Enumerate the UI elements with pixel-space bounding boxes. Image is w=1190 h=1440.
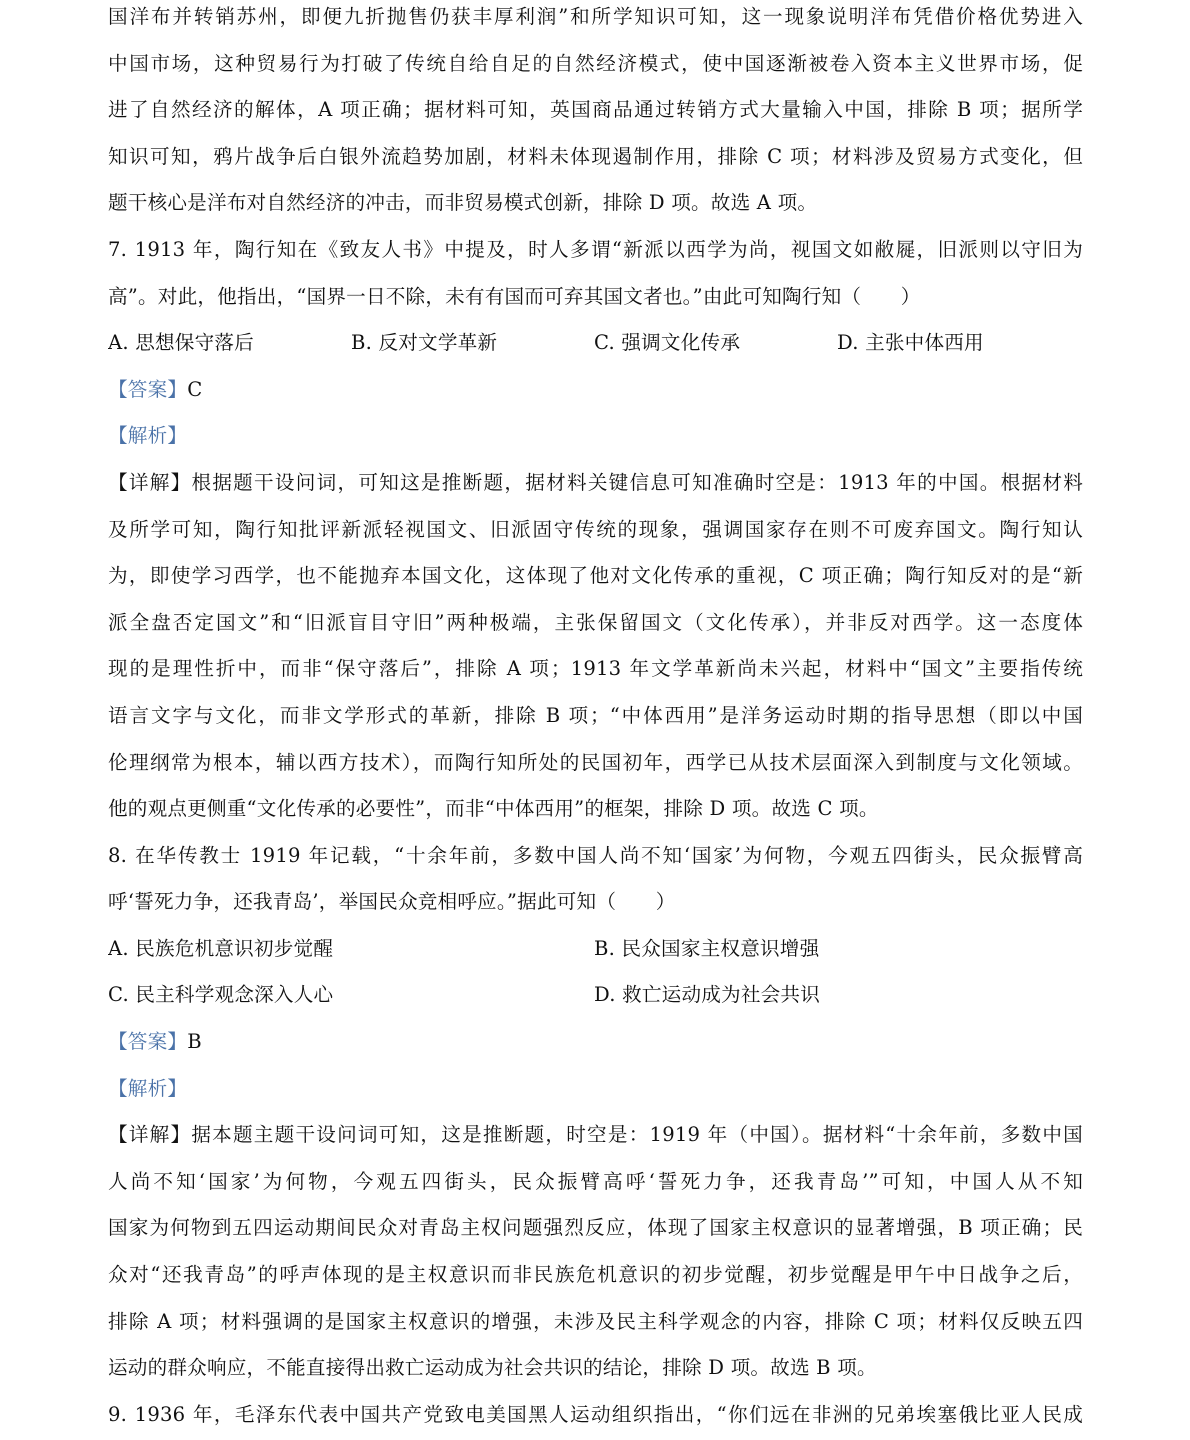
- detail-line: [108, 1112, 1083, 1159]
- detail-line: 排除 A 项；材料强调的是国家主权意识的增强，未涉及民主科学观念的内容，排除 C 项；材料仅反映五四: [108, 1309, 1083, 1333]
- options-row: [108, 972, 1083, 1019]
- question-stem-line: 呼‘誓死力争，还我青岛’，举国民众竞相呼应。”据此可知（ ）: [108, 890, 676, 914]
- document-page: [108, 0, 1083, 1438]
- question-stem-line: 高”。对此，他指出，“国界一日不除，未有有国而可弃其国文者也。”由此可知陶行知（ ）: [108, 284, 921, 308]
- analysis-label: 【解析】: [108, 424, 188, 448]
- text-line: 知识可知，鸦片战争后白银外流趋势加剧，材料未体现遏制作用，排除 C 项；材料涉及贸易方式变化，但: [108, 144, 1083, 168]
- answer-value: B: [187, 1030, 202, 1054]
- text-line: 中国市场，这种贸易行为打破了传统自给自足的自然经济模式，使中国逐渐被卷入资本主义世界市场，促: [108, 51, 1083, 75]
- analysis-label: 【解析】: [108, 1076, 188, 1100]
- question-7: [108, 227, 1083, 833]
- detail-line: 现的是理性折中，而非“保守落后”，排除 A 项；1913 年文学革新尚未兴起，材料中“国文”主要指传统: [108, 657, 1083, 681]
- question-stem-line: 7. 1913 年，陶行知在《致友人书》中提及，时人多谓“新派以西学为尚，视国文如敝屣，旧派则以守旧为: [108, 237, 1083, 261]
- question-stem-line: 9. 1936 年，毛泽东代表中国共产党致电美国黑人运动组织指出，“你们远在非洲的兄弟埃塞俄比亚人民成: [108, 1402, 1083, 1426]
- q6-explanation-tail: [108, 0, 1083, 227]
- question-stem-line: 8. 在华传教士 1919 年记载，“十余年前，多数中国人尚不知‘国家’为何物，今观五四街头，民众振臂高: [108, 843, 1083, 867]
- detail-text: 根据题干设问词，可知这是推断题，据材料关键信息可知准确时空是：1913 年的中国。根据材料: [191, 470, 1083, 494]
- options-row: [108, 320, 1083, 367]
- option-d: D. 救亡运动成为社会共识: [594, 983, 821, 1007]
- analysis-line: [108, 1066, 1083, 1113]
- detail-line: 为，即使学习西学，也不能抛弃本国文化，这体现了他对文化传承的重视，C 项正确；陶行知反对的是“新: [108, 564, 1083, 588]
- detail-line: 人尚不知‘国家’为何物，今观五四街头，民众振臂高呼‘誓死力争，还我青岛’”可知，中国人从不知: [108, 1169, 1083, 1193]
- detail-line: 伦理纲常为根本，辅以西方技术），而陶行知所处的民国初年，西学已从技术层面深入到制度与文化领域。: [108, 750, 1083, 774]
- analysis-line: [108, 413, 1083, 460]
- question-9: [108, 1392, 1083, 1439]
- answer-label: 【答案】: [108, 377, 188, 401]
- detail-label: 【详解】: [108, 470, 192, 494]
- option-d: D. 主张中体西用: [837, 331, 984, 355]
- answer-line: [108, 367, 1083, 414]
- option-c: C. 强调文化传承: [594, 331, 741, 355]
- text-line: 国洋布并转销苏州，即便九折抛售仍获丰厚利润”和所学知识可知，这一现象说明洋布凭借价格优势进入: [108, 5, 1083, 28]
- option-a: A. 民族危机意识初步觉醒: [108, 936, 334, 960]
- option-b: B. 民众国家主权意识增强: [594, 936, 820, 960]
- detail-text: 据本题主题干设问词可知，这是推断题，时空是：1919 年（中国）。据材料“十余年前，多数中国: [191, 1123, 1083, 1147]
- text-line: 题干核心是洋布对自然经济的冲击，而非贸易模式创新，排除 D 项。故选 A 项。: [108, 191, 818, 215]
- answer-label: 【答案】: [108, 1030, 188, 1054]
- detail-line: [108, 460, 1083, 507]
- question-8: [108, 833, 1083, 1392]
- detail-line: 他的观点更侧重“文化传承的必要性”，而非“中体西用”的框架，排除 D 项。故选 C 项。: [108, 797, 879, 821]
- option-a: A. 思想保守落后: [108, 331, 254, 355]
- detail-line: 国家为何物到五四运动期间民众对青岛主权问题强烈反应，体现了国家主权意识的显著增强，B 项正确；民: [108, 1216, 1083, 1240]
- detail-label: 【详解】: [108, 1123, 192, 1147]
- detail-line: 及所学可知，陶行知批评新派轻视国文、旧派固守传统的现象，强调国家存在则不可废弃国文。陶行知认: [108, 517, 1083, 541]
- detail-line: 派全盘否定国文”和“旧派盲目守旧”两种极端，主张保留国文（文化传承），并非反对西学。这一态度体: [108, 610, 1083, 634]
- answer-line: [108, 1019, 1083, 1066]
- detail-line: 众对“还我青岛”的呼声体现的是主权意识而非民族危机意识的初步觉醒，初步觉醒是甲午中日战争之后，: [108, 1263, 1083, 1287]
- detail-line: 语言文字与文化，而非文学形式的革新，排除 B 项；“中体西用”是洋务运动时期的指导思想（即以中国: [108, 703, 1083, 727]
- option-b: B. 反对文学革新: [351, 331, 498, 355]
- option-c: C. 民主科学观念深入人心: [108, 983, 334, 1007]
- detail-line: 运动的群众响应，不能直接得出救亡运动成为社会共识的结论，排除 D 项。故选 B 项。: [108, 1356, 877, 1380]
- text-line: 进了自然经济的解体，A 项正确；据材料可知，英国商品通过转销方式大量输入中国，排除 B 项；据所学: [108, 98, 1083, 122]
- answer-value: C: [187, 377, 203, 401]
- options-row: [108, 926, 1083, 973]
